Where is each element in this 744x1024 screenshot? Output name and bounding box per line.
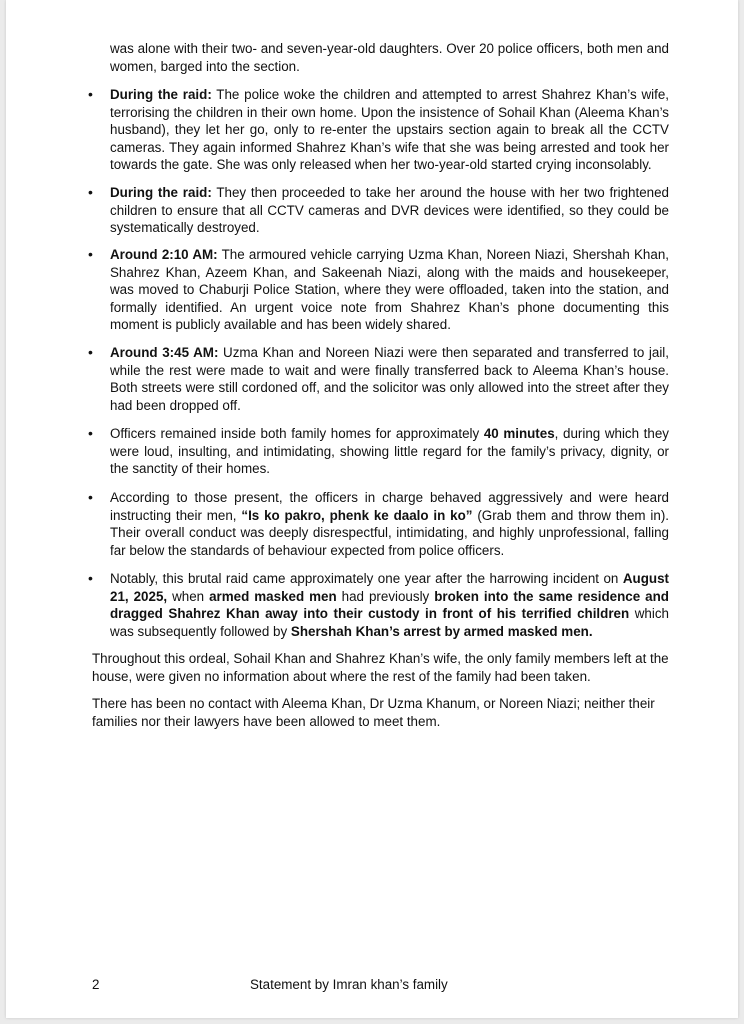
closing-paragraph: Throughout this ordeal, Sohail Khan and Shahrez Khan’s wife, the only family members left at the house, were given no information about where the rest of the family had been taken. — [92, 651, 669, 684]
bullet-emphasis: Shershah Khan’s arrest by armed masked men. — [290, 623, 593, 639]
page-number: 2 — [92, 977, 100, 992]
bullet-text: According to those present, the officers in charge behaved aggressively and were heard instructing their men, — [110, 490, 669, 523]
bullet-lead: During the raid: — [110, 87, 212, 102]
bullet-item — [110, 344, 669, 414]
bullet-text: The police woke the children and attempted to arrest Shahrez Khan’s wife, terrorising the children in their own home. Upon the insistence of Sohail Khan (Aleema Khan’s husband), they let her go, only to re-enter the upstairs section again to break all the CCTV cameras. They again informed Shahrez Khan’s wife that she was being arrested and took her towards the gate. She was only released when her two-year-old started crying inconsolably. — [110, 87, 669, 173]
bullet-item — [110, 425, 669, 478]
document-page — [6, 0, 738, 1018]
footer-title: Statement by Imran khan’s family — [250, 977, 448, 992]
closing-paragraph: There has been no contact with Aleema Khan, Dr Uzma Khanum, or Noreen Niazi; neither their families nor their lawyers have been allowed to meet them. — [92, 696, 655, 729]
bullet-emphasis: 40 minutes — [483, 426, 555, 441]
bullet-text: They then proceeded to take her around the house with her two frightened children to ensure that all CCTV cameras and DVR devices were identified, so they could be systematically destroyed. — [110, 185, 669, 236]
bullet-text: had previously — [336, 588, 435, 604]
bullet-text: when — [167, 588, 210, 604]
bullet-text: Uzma Khan and Noreen Niazi were then separated and transferred to jail, while the rest were made to wait and were finally transferred back to Aleema Khan’s house. Both streets were still cordoned off, and the solicitor was only allowed into the street after they had been dropped off. — [110, 345, 669, 413]
bullet-emphasis: August 21, 2025, — [110, 571, 669, 604]
continued-paragraph: was alone with their two- and seven-year-old daughters. Over 20 police officers, both men and women, barged into the section. — [110, 41, 669, 74]
bullet-lead: Around 2:10 AM: — [110, 247, 218, 262]
bullet-text: which was subsequently followed by — [110, 606, 669, 639]
bullet-lead: Around 3:45 AM: — [110, 345, 219, 360]
bullet-item — [110, 570, 669, 640]
bullet-text: (Grab them and throw them in). Their overall conduct was deeply disrespectful, intimidating, and highly unprofessional, falling far below the standards of behaviour expected from police officers. — [110, 507, 669, 558]
bullet-text: Officers remained inside both family homes for approximately — [110, 426, 484, 441]
bullet-quote: “Is ko pakro, phenk ke daalo in ko” — [241, 507, 473, 523]
bullet-text: The armoured vehicle carrying Uzma Khan, Noreen Niazi, Shershah Khan, Shahrez Khan, Azeem Khan, and Sakeenah Niazi, along with the maids and housekeeper, was moved to Chaburji Police Station, where they were offloaded, taken into the station, and formally identified. An urgent voice note from Shahrez Khan’s phone documenting this moment is publicly available and has been widely shared. — [110, 247, 669, 333]
bullet-text: , during which they were loud, insulting, and intimidating, showing little regard for the family’s privacy, dignity, or the sanctity of their homes. — [110, 426, 669, 477]
bullet-item — [110, 246, 669, 334]
bullet-item — [110, 184, 669, 237]
bullet-item — [110, 86, 669, 174]
bullet-item — [110, 489, 669, 559]
bullet-emphasis: armed masked men — [209, 588, 337, 604]
bullet-text: Notably, this brutal raid came approximately one year after the harrowing incident on — [110, 571, 623, 586]
bullet-emphasis: broken into the same residence and dragged Shahrez Khan away into their custody in front of his terrified children — [110, 588, 669, 622]
bullet-lead: During the raid: — [110, 185, 212, 200]
